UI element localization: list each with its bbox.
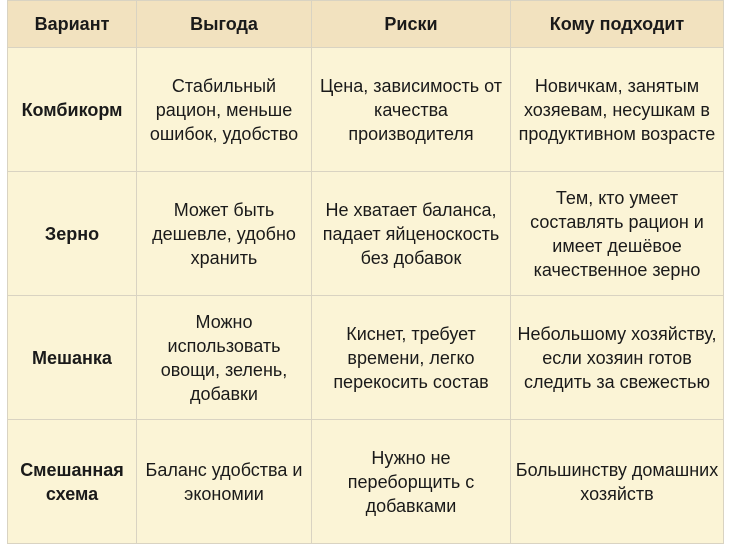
table-row — [8, 48, 724, 172]
cell-risks: Киснет, требует времени, легко перекосить состав — [312, 296, 511, 420]
cell-suits: Небольшому хозяйству, если хозяин готов следить за свежестью — [511, 296, 724, 420]
header-suits: Кому подходит — [511, 1, 724, 48]
table-row — [8, 420, 724, 544]
cell-risks: Не хватает баланса, падает яйценоскость без добавок — [312, 172, 511, 296]
table-row — [8, 296, 724, 420]
cell-variant: Комбикорм — [8, 48, 137, 172]
cell-variant: Мешанка — [8, 296, 137, 420]
table-row — [8, 172, 724, 296]
cell-benefit: Стабильный рацион, меньше ошибок, удобство — [137, 48, 312, 172]
table-header-row — [8, 1, 724, 48]
cell-variant: Зерно — [8, 172, 137, 296]
cell-suits: Тем, кто умеет составлять рацион и имеет дешёвое качественное зерно — [511, 172, 724, 296]
feed-comparison-table — [7, 0, 724, 544]
cell-benefit: Можно использовать овощи, зелень, добавки — [137, 296, 312, 420]
header-benefit: Выгода — [137, 1, 312, 48]
cell-suits: Большинству домашних хозяйств — [511, 420, 724, 544]
comparison-table-container — [7, 0, 723, 522]
header-variant: Вариант — [8, 1, 137, 48]
cell-suits: Новичкам, занятым хозяевам, несушкам в продуктивном возрасте — [511, 48, 724, 172]
cell-risks: Нужно не переборщить с добавками — [312, 420, 511, 544]
cell-risks: Цена, зависимость от качества производителя — [312, 48, 511, 172]
cell-benefit: Баланс удобства и экономии — [137, 420, 312, 544]
cell-benefit: Может быть дешевле, удобно хранить — [137, 172, 312, 296]
cell-variant: Смешанная схема — [8, 420, 137, 544]
header-risks: Риски — [312, 1, 511, 48]
